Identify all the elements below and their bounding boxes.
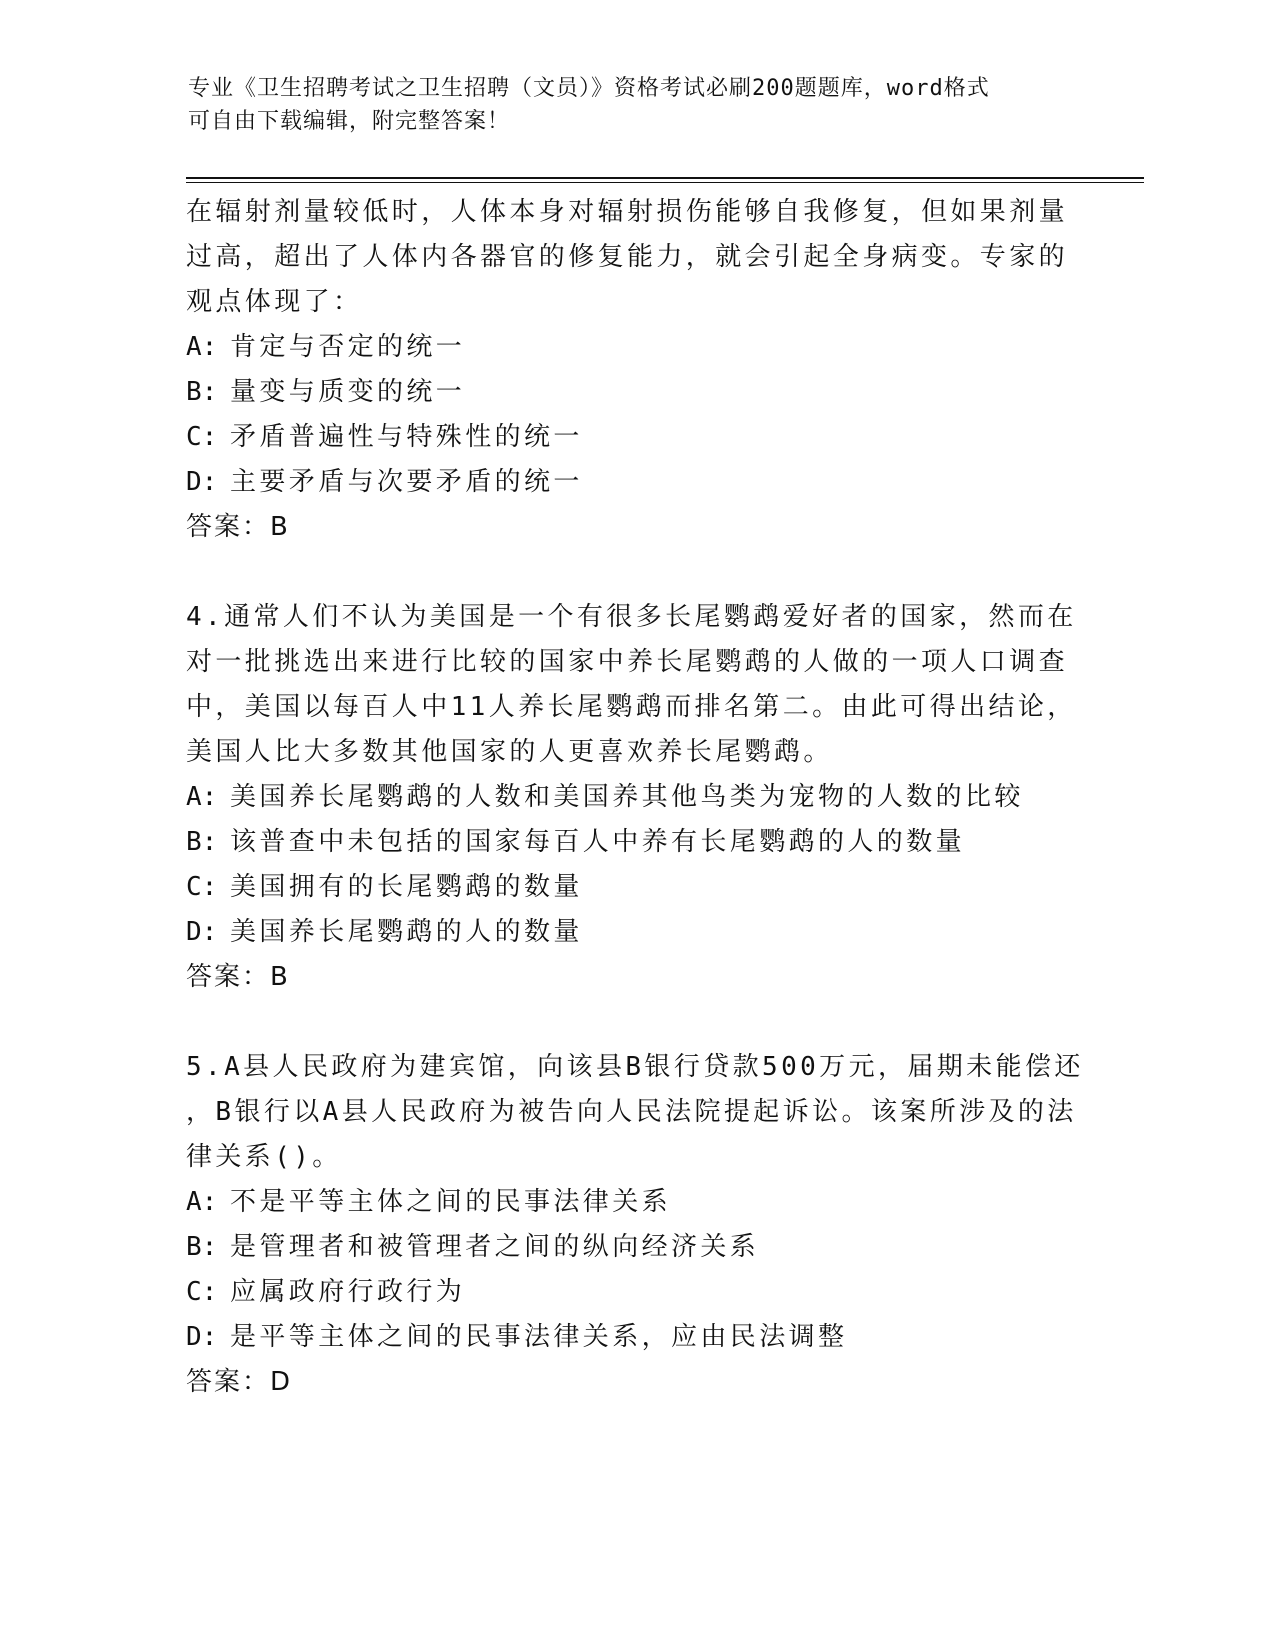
option-c	[186, 1270, 1086, 1315]
option-a	[186, 325, 1086, 370]
option-text: 矛盾普遍性与特殊性的统一	[230, 422, 583, 452]
option-b	[186, 820, 1086, 865]
option-c	[186, 415, 1086, 460]
option-label: D:	[186, 917, 218, 947]
option-label: A:	[186, 332, 218, 362]
option-a	[186, 1180, 1086, 1225]
option-text: 该普查中未包括的国家每百人中养有长尾鹦鹉的人的数量	[230, 827, 966, 857]
option-label: D:	[186, 1322, 218, 1352]
answer-line: 答案：D	[186, 1367, 293, 1397]
option-label: A:	[186, 1187, 218, 1217]
header-divider-thick	[186, 177, 1144, 179]
option-label: C:	[186, 422, 218, 452]
header-divider-thin	[186, 182, 1144, 183]
question-list	[186, 190, 1086, 1405]
option-d	[186, 460, 1086, 505]
document-header	[188, 72, 1088, 138]
question-text-line: 在辐射剂量较低时，人体本身对辐射损伤能够自我修复，但如果剂量	[186, 197, 1069, 227]
header-line-1: 专业《卫生招聘考试之卫生招聘（文员）》资格考试必刷200题题库，word格式	[188, 76, 990, 101]
option-text: 应属政府行政行为	[230, 1277, 466, 1307]
option-a	[186, 775, 1086, 820]
option-label: B:	[186, 827, 218, 857]
option-text: 不是平等主体之间的民事法律关系	[230, 1187, 672, 1217]
question-text-line: 5.A县人民政府为建宾馆，向该县B银行贷款500万元，届期未能偿还	[186, 1052, 1084, 1082]
option-text: 美国拥有的长尾鹦鹉的数量	[230, 872, 583, 902]
option-c	[186, 865, 1086, 910]
question-item	[186, 1045, 1086, 1405]
option-text: 美国养长尾鹦鹉的人数和美国养其他鸟类为宠物的人数的比较	[230, 782, 1024, 812]
option-text: 是平等主体之间的民事法律关系，应由民法调整	[230, 1322, 848, 1352]
question-text-line: 4.通常人们不认为美国是一个有很多长尾鹦鹉爱好者的国家，然而在	[186, 602, 1077, 632]
option-d	[186, 910, 1086, 955]
question-text-line: ，B银行以A县人民政府为被告向人民法院提起诉讼。该案所涉及的法	[186, 1097, 1077, 1127]
answer-line: 答案：B	[186, 962, 290, 992]
option-b	[186, 1225, 1086, 1270]
option-label: C:	[186, 872, 218, 902]
question-item	[186, 190, 1086, 550]
question-item	[186, 595, 1086, 1000]
option-text: 主要矛盾与次要矛盾的统一	[230, 467, 583, 497]
option-label: A:	[186, 782, 218, 812]
option-b	[186, 370, 1086, 415]
option-label: B:	[186, 377, 218, 407]
option-label: B:	[186, 1232, 218, 1262]
question-text-line: 中，美国以每百人中11人养长尾鹦鹉而排名第二。由此可得出结论，	[186, 692, 1077, 722]
question-text-line: 美国人比大多数其他国家的人更喜欢养长尾鹦鹉。	[186, 737, 833, 767]
question-text-line: 过高，超出了人体内各器官的修复能力，就会引起全身病变。专家的	[186, 242, 1069, 272]
question-text-line: 律关系()。	[186, 1142, 342, 1172]
option-text: 是管理者和被管理者之间的纵向经济关系	[230, 1232, 760, 1262]
option-label: C:	[186, 1277, 218, 1307]
answer-line: 答案：B	[186, 512, 290, 542]
option-d	[186, 1315, 1086, 1360]
question-text-line: 观点体现了：	[186, 287, 363, 317]
option-label: D:	[186, 467, 218, 497]
header-line-2: 可自由下载编辑，附完整答案！	[188, 109, 511, 134]
question-text-line: 对一批挑选出来进行比较的国家中养长尾鹦鹉的人做的一项人口调查	[186, 647, 1069, 677]
option-text: 量变与质变的统一	[230, 377, 466, 407]
option-text: 美国养长尾鹦鹉的人的数量	[230, 917, 583, 947]
option-text: 肯定与否定的统一	[230, 332, 466, 362]
